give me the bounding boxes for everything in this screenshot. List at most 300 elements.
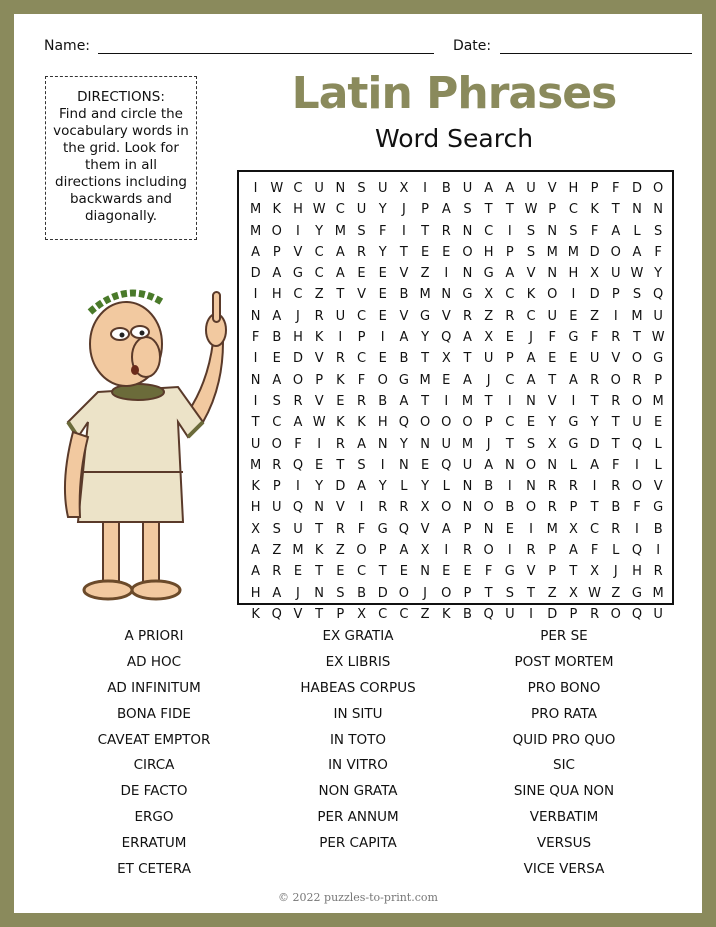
grid-letter[interactable]: Q — [441, 330, 452, 346]
grid-letter[interactable]: B — [399, 287, 409, 303]
grid-letter[interactable]: P — [548, 564, 557, 580]
grid-letter[interactable]: B — [484, 479, 494, 495]
grid-letter[interactable]: C — [505, 287, 515, 303]
grid-letter[interactable]: U — [632, 415, 642, 431]
grid-letter[interactable]: A — [611, 223, 621, 239]
grid-letter[interactable]: B — [399, 351, 409, 367]
grid-letter[interactable]: U — [356, 202, 367, 218]
grid-letter[interactable]: K — [590, 202, 599, 218]
grid-letter[interactable]: S — [463, 202, 472, 218]
grid-letter[interactable]: S — [357, 223, 366, 239]
grid-letter[interactable]: V — [526, 564, 536, 580]
grid-letter[interactable]: M — [249, 202, 262, 218]
grid-letter[interactable]: I — [401, 223, 406, 239]
grid-letter[interactable]: U — [293, 521, 303, 537]
grid-letter[interactable]: F — [633, 500, 641, 516]
grid-letter[interactable]: I — [635, 521, 639, 537]
grid-letter[interactable]: F — [590, 223, 599, 239]
grid-letter[interactable]: G — [483, 266, 494, 282]
grid-letter[interactable]: Q — [271, 606, 282, 622]
grid-letter[interactable]: S — [357, 181, 366, 196]
grid-letter[interactable]: B — [441, 181, 451, 196]
grid-letter[interactable]: E — [569, 351, 578, 367]
grid-letter[interactable]: K — [336, 415, 345, 431]
grid-letter[interactable]: N — [250, 308, 261, 324]
grid-letter[interactable]: G — [504, 564, 515, 580]
grid-letter[interactable]: E — [548, 351, 557, 367]
grid-letter[interactable]: W — [524, 202, 538, 218]
grid-letter[interactable]: A — [484, 181, 494, 196]
grid-letter[interactable]: D — [589, 287, 600, 303]
grid-letter[interactable]: D — [589, 436, 600, 452]
grid-letter[interactable]: M — [652, 393, 664, 409]
grid-letter[interactable]: V — [547, 181, 557, 196]
grid-letter[interactable]: E — [378, 308, 387, 324]
grid-letter[interactable]: Q — [441, 457, 452, 473]
grid-letter[interactable]: O — [631, 393, 643, 409]
grid-letter[interactable]: E — [378, 287, 387, 303]
grid-letter[interactable]: X — [441, 351, 451, 367]
grid-letter[interactable]: X — [590, 266, 600, 282]
grid-letter[interactable]: G — [653, 500, 664, 516]
grid-letter[interactable]: Y — [399, 436, 408, 452]
grid-letter[interactable]: I — [571, 393, 576, 409]
grid-letter[interactable]: H — [377, 415, 388, 431]
grid-letter[interactable]: S — [569, 223, 578, 239]
grid-letter[interactable]: N — [526, 393, 536, 409]
grid-letter[interactable]: O — [377, 372, 388, 388]
grid-letter[interactable]: Y — [654, 266, 663, 282]
grid-letter[interactable]: M — [419, 287, 431, 303]
grid-letter[interactable]: Q — [292, 500, 304, 516]
grid-letter[interactable]: E — [315, 457, 324, 473]
grid-letter[interactable]: N — [462, 500, 473, 516]
grid-letter[interactable]: A — [272, 266, 282, 282]
grid-letter[interactable]: I — [253, 393, 258, 409]
grid-letter[interactable]: Q — [653, 287, 664, 303]
grid-letter[interactable]: L — [612, 543, 620, 559]
grid-letter[interactable]: J — [529, 330, 533, 346]
grid-letter[interactable]: Z — [420, 606, 430, 622]
grid-letter[interactable]: O — [419, 415, 431, 431]
grid-letter[interactable]: G — [462, 287, 473, 303]
grid-letter[interactable]: I — [317, 436, 322, 452]
grid-letter[interactable]: Z — [272, 543, 282, 559]
grid-letter[interactable]: I — [592, 479, 597, 495]
grid-letter[interactable]: T — [315, 521, 324, 537]
grid-letter[interactable]: N — [462, 223, 473, 239]
grid-letter[interactable]: I — [635, 457, 639, 473]
grid-letter[interactable]: R — [611, 330, 621, 346]
grid-letter[interactable]: R — [441, 223, 451, 239]
grid-letter[interactable]: I — [529, 606, 533, 622]
grid-letter[interactable]: H — [632, 564, 642, 580]
grid-letter[interactable]: G — [568, 330, 579, 346]
grid-letter[interactable]: F — [251, 330, 260, 346]
grid-letter[interactable]: O — [610, 372, 621, 388]
grid-letter[interactable]: Y — [378, 244, 387, 260]
grid-letter[interactable]: E — [442, 564, 451, 580]
grid-letter[interactable]: H — [271, 287, 282, 303]
grid-letter[interactable]: A — [463, 330, 472, 346]
grid-letter[interactable]: R — [357, 393, 367, 409]
grid-letter[interactable]: A — [272, 308, 282, 324]
grid-letter[interactable]: Q — [631, 543, 643, 559]
grid-letter[interactable]: O — [441, 585, 452, 601]
grid-letter[interactable]: S — [505, 585, 514, 601]
grid-letter[interactable]: W — [312, 415, 326, 431]
grid-letter[interactable]: O — [610, 244, 621, 260]
grid-letter[interactable]: R — [378, 500, 388, 516]
grid-letter[interactable]: R — [399, 500, 409, 516]
grid-letter[interactable]: N — [547, 457, 558, 473]
grid-letter[interactable]: U — [611, 266, 621, 282]
grid-letter[interactable]: P — [505, 244, 514, 260]
grid-letter[interactable]: H — [250, 500, 261, 516]
grid-letter[interactable]: A — [441, 521, 451, 537]
grid-letter[interactable]: Z — [590, 308, 600, 324]
grid-letter[interactable]: I — [529, 521, 533, 537]
grid-letter[interactable]: F — [548, 330, 556, 346]
grid-letter[interactable]: U — [547, 308, 557, 324]
grid-letter[interactable]: V — [420, 521, 430, 537]
grid-letter[interactable]: H — [293, 330, 303, 346]
grid-letter[interactable]: U — [462, 181, 473, 196]
grid-letter[interactable]: A — [484, 457, 494, 473]
grid-letter[interactable]: O — [610, 606, 621, 622]
grid-letter[interactable]: R — [568, 479, 578, 495]
grid-letter[interactable]: W — [630, 266, 644, 282]
grid-letter[interactable]: A — [251, 543, 261, 559]
grid-letter[interactable]: V — [314, 351, 324, 367]
grid-letter[interactable]: M — [334, 223, 346, 239]
grid-letter[interactable]: A — [357, 479, 366, 495]
grid-letter[interactable]: X — [568, 521, 578, 537]
grid-letter[interactable]: H — [483, 244, 494, 260]
grid-letter[interactable]: A — [399, 393, 409, 409]
grid-letter[interactable]: K — [251, 479, 260, 495]
grid-letter[interactable]: J — [486, 372, 491, 388]
grid-letter[interactable]: T — [569, 564, 578, 580]
grid-letter[interactable]: M — [546, 521, 558, 537]
grid-letter[interactable]: A — [357, 436, 366, 452]
grid-letter[interactable]: E — [378, 266, 387, 282]
grid-letter[interactable]: I — [296, 479, 300, 495]
grid-letter[interactable]: S — [357, 457, 366, 473]
grid-letter[interactable]: P — [315, 372, 324, 388]
grid-letter[interactable]: N — [314, 500, 325, 516]
grid-letter[interactable]: O — [525, 457, 537, 473]
grid-letter[interactable]: R — [547, 500, 557, 516]
grid-letter[interactable]: S — [654, 223, 663, 239]
grid-letter[interactable]: K — [272, 202, 282, 218]
grid-letter[interactable]: P — [590, 181, 599, 196]
grid-letter[interactable]: T — [421, 351, 430, 367]
grid-letter[interactable]: Y — [590, 415, 599, 431]
grid-letter[interactable]: A — [272, 372, 282, 388]
grid-letter[interactable]: O — [631, 351, 643, 367]
grid-letter[interactable]: P — [484, 415, 493, 431]
grid-letter[interactable]: Q — [292, 457, 304, 473]
grid-letter[interactable]: S — [526, 244, 536, 260]
grid-letter[interactable]: P — [611, 287, 620, 303]
grid-letter[interactable]: F — [590, 543, 599, 559]
grid-letter[interactable]: V — [293, 244, 303, 260]
grid-letter[interactable]: U — [505, 606, 515, 622]
grid-letter[interactable]: I — [507, 223, 512, 239]
grid-letter[interactable]: N — [377, 436, 388, 452]
grid-letter[interactable]: T — [421, 223, 430, 239]
grid-letter[interactable]: E — [505, 521, 514, 537]
grid-letter[interactable]: G — [292, 266, 303, 282]
grid-letter[interactable]: A — [505, 181, 515, 196]
grid-letter[interactable]: X — [420, 543, 430, 559]
grid-letter[interactable]: E — [336, 393, 345, 409]
grid-letter[interactable]: X — [399, 181, 409, 196]
grid-letter[interactable]: V — [526, 266, 536, 282]
grid-letter[interactable]: I — [571, 287, 576, 303]
grid-letter[interactable]: O — [462, 415, 473, 431]
grid-letter[interactable]: T — [505, 202, 514, 218]
grid-letter[interactable]: P — [569, 606, 578, 622]
grid-letter[interactable]: N — [462, 479, 473, 495]
grid-letter[interactable]: T — [505, 436, 514, 452]
grid-letter[interactable]: O — [356, 543, 367, 559]
grid-letter[interactable]: U — [335, 308, 346, 324]
grid-letter[interactable]: V — [611, 351, 621, 367]
grid-letter[interactable]: N — [399, 457, 409, 473]
grid-letter[interactable]: A — [272, 585, 282, 601]
grid-letter[interactable]: F — [612, 457, 620, 473]
grid-letter[interactable]: J — [486, 436, 491, 452]
grid-letter[interactable]: J — [296, 308, 300, 324]
grid-letter[interactable]: E — [442, 372, 451, 388]
grid-letter[interactable]: N — [547, 266, 558, 282]
grid-letter[interactable]: F — [357, 372, 366, 388]
grid-letter[interactable]: X — [568, 585, 578, 601]
grid-letter[interactable]: O — [631, 479, 643, 495]
grid-letter[interactable]: V — [357, 287, 366, 303]
grid-letter[interactable]: L — [654, 457, 662, 473]
grid-letter[interactable]: E — [420, 244, 430, 260]
grid-letter[interactable]: Z — [335, 543, 345, 559]
grid-letter[interactable]: T — [590, 500, 599, 516]
grid-letter[interactable]: T — [484, 202, 493, 218]
grid-letter[interactable]: I — [507, 393, 512, 409]
grid-letter[interactable]: Z — [484, 308, 494, 324]
grid-letter[interactable]: F — [378, 223, 387, 239]
grid-letter[interactable]: M — [546, 244, 558, 260]
grid-letter[interactable]: P — [272, 479, 281, 495]
grid-letter[interactable]: T — [611, 202, 620, 218]
grid-letter[interactable]: L — [569, 457, 578, 473]
grid-letter[interactable]: Z — [611, 585, 621, 601]
grid-letter[interactable]: F — [294, 436, 302, 452]
grid-letter[interactable]: I — [253, 181, 258, 196]
grid-letter[interactable]: D — [335, 479, 346, 495]
grid-letter[interactable]: A — [399, 330, 409, 346]
grid-letter[interactable]: R — [611, 479, 621, 495]
grid-letter[interactable]: I — [253, 351, 258, 367]
grid-letter[interactable]: P — [569, 500, 578, 516]
grid-letter[interactable]: T — [590, 393, 599, 409]
grid-letter[interactable]: P — [463, 585, 472, 601]
grid-letter[interactable]: T — [378, 564, 387, 580]
grid-letter[interactable]: N — [441, 287, 452, 303]
grid-letter[interactable]: C — [335, 202, 345, 218]
grid-letter[interactable]: G — [568, 415, 579, 431]
grid-letter[interactable]: D — [250, 266, 261, 282]
grid-letter[interactable]: A — [293, 415, 303, 431]
grid-letter[interactable]: C — [590, 521, 600, 537]
grid-letter[interactable]: W — [588, 585, 602, 601]
grid-letter[interactable]: D — [631, 181, 642, 196]
grid-letter[interactable]: O — [462, 244, 473, 260]
grid-letter[interactable]: I — [380, 330, 385, 346]
grid-letter[interactable]: U — [462, 457, 473, 473]
grid-letter[interactable]: W — [312, 202, 326, 218]
grid-letter[interactable]: Q — [398, 521, 410, 537]
grid-letter[interactable]: E — [336, 564, 345, 580]
grid-letter[interactable]: M — [652, 585, 664, 601]
grid-letter[interactable]: J — [423, 585, 428, 601]
grid-letter[interactable]: I — [444, 393, 449, 409]
grid-letter[interactable]: A — [463, 372, 472, 388]
grid-letter[interactable]: T — [421, 393, 430, 409]
grid-letter[interactable]: P — [463, 521, 472, 537]
grid-letter[interactable]: U — [377, 181, 388, 196]
grid-letter[interactable]: R — [462, 308, 472, 324]
grid-letter[interactable]: U — [589, 351, 600, 367]
grid-letter[interactable]: Z — [314, 287, 324, 303]
grid-letter[interactable]: T — [484, 393, 493, 409]
grid-letter[interactable]: X — [357, 606, 366, 622]
grid-letter[interactable]: O — [271, 436, 282, 452]
grid-letter[interactable]: T — [611, 415, 620, 431]
grid-letter[interactable]: S — [336, 585, 345, 601]
grid-letter[interactable]: M — [461, 393, 474, 409]
grid-letter[interactable]: N — [483, 521, 494, 537]
grid-letter[interactable]: T — [484, 585, 493, 601]
grid-letter[interactable]: C — [484, 223, 494, 239]
grid-letter[interactable]: Q — [398, 415, 410, 431]
grid-letter[interactable]: S — [526, 223, 536, 239]
grid-letter[interactable]: F — [357, 521, 366, 537]
grid-letter[interactable]: M — [249, 223, 262, 239]
grid-letter[interactable]: Y — [378, 202, 387, 218]
grid-letter[interactable]: N — [250, 372, 261, 388]
grid-letter[interactable]: R — [590, 606, 600, 622]
grid-letter[interactable]: I — [253, 287, 258, 303]
grid-letter[interactable]: R — [547, 479, 557, 495]
grid-letter[interactable]: K — [357, 415, 366, 431]
grid-letter[interactable]: C — [356, 308, 367, 324]
grid-letter[interactable]: A — [335, 266, 345, 282]
grid-letter[interactable]: I — [444, 266, 449, 282]
grid-letter[interactable]: X — [251, 521, 261, 537]
grid-letter[interactable]: R — [335, 521, 345, 537]
grid-letter[interactable]: H — [250, 585, 261, 601]
grid-letter[interactable]: M — [292, 543, 304, 559]
grid-letter[interactable]: C — [399, 606, 409, 622]
grid-letter[interactable]: C — [272, 415, 282, 431]
grid-letter[interactable]: R — [611, 393, 621, 409]
grid-letter[interactable]: M — [461, 436, 474, 452]
grid-letter[interactable]: U — [653, 308, 663, 324]
grid-letter[interactable]: D — [292, 351, 303, 367]
grid-letter[interactable]: O — [292, 372, 304, 388]
grid-letter[interactable]: R — [314, 308, 324, 324]
grid-letter[interactable]: L — [442, 479, 450, 495]
grid-letter[interactable]: B — [611, 500, 621, 516]
grid-letter[interactable]: A — [526, 372, 536, 388]
grid-letter[interactable]: P — [272, 244, 281, 260]
grid-letter[interactable]: T — [336, 457, 345, 473]
grid-letter[interactable]: D — [547, 606, 558, 622]
grid-letter[interactable]: E — [569, 308, 578, 324]
grid-letter[interactable]: H — [293, 202, 303, 218]
grid-letter[interactable]: C — [314, 266, 324, 282]
grid-letter[interactable]: T — [315, 606, 324, 622]
grid-letter[interactable]: A — [441, 202, 451, 218]
grid-letter[interactable]: R — [335, 436, 345, 452]
grid-letter[interactable]: T — [527, 585, 535, 601]
grid-letter[interactable]: C — [568, 202, 578, 218]
grid-letter[interactable]: A — [632, 244, 642, 260]
grid-letter[interactable]: R — [357, 244, 367, 260]
grid-letter[interactable]: I — [613, 308, 618, 324]
grid-letter[interactable]: W — [270, 181, 284, 196]
grid-letter[interactable]: J — [296, 585, 300, 601]
grid-letter[interactable]: R — [590, 372, 600, 388]
grid-letter[interactable]: N — [632, 202, 642, 218]
grid-letter[interactable]: N — [420, 436, 430, 452]
grid-letter[interactable]: I — [444, 543, 449, 559]
grid-letter[interactable]: R — [611, 521, 621, 537]
grid-letter[interactable]: V — [547, 393, 557, 409]
grid-letter[interactable]: S — [526, 436, 536, 452]
grid-letter[interactable]: O — [483, 543, 494, 559]
grid-letter[interactable]: F — [612, 181, 620, 196]
grid-letter[interactable]: U — [483, 351, 494, 367]
grid-letter[interactable]: O — [525, 500, 537, 516]
grid-letter[interactable]: A — [505, 266, 515, 282]
grid-letter[interactable]: O — [441, 415, 452, 431]
grid-letter[interactable]: C — [526, 308, 536, 324]
grid-letter[interactable]: E — [272, 351, 281, 367]
grid-letter[interactable]: L — [400, 479, 408, 495]
grid-letter[interactable]: Y — [315, 479, 324, 495]
grid-letter[interactable]: O — [547, 287, 558, 303]
grid-letter[interactable]: T — [315, 564, 324, 580]
grid-letter[interactable]: O — [653, 181, 664, 196]
grid-letter[interactable]: R — [272, 457, 282, 473]
grid-letter[interactable]: K — [336, 372, 345, 388]
grid-letter[interactable]: Q — [483, 606, 494, 622]
grid-letter[interactable]: Q — [631, 606, 643, 622]
grid-letter[interactable]: N — [526, 479, 536, 495]
grid-letter[interactable]: U — [314, 181, 324, 196]
grid-letter[interactable]: A — [399, 543, 409, 559]
grid-letter[interactable]: Y — [378, 479, 387, 495]
grid-letter[interactable]: B — [357, 585, 366, 601]
grid-letter[interactable]: V — [293, 606, 303, 622]
grid-letter[interactable]: C — [505, 415, 515, 431]
grid-letter[interactable]: T — [336, 287, 345, 303]
grid-letter[interactable]: L — [654, 436, 662, 452]
grid-letter[interactable]: A — [568, 543, 578, 559]
grid-letter[interactable]: X — [484, 330, 494, 346]
